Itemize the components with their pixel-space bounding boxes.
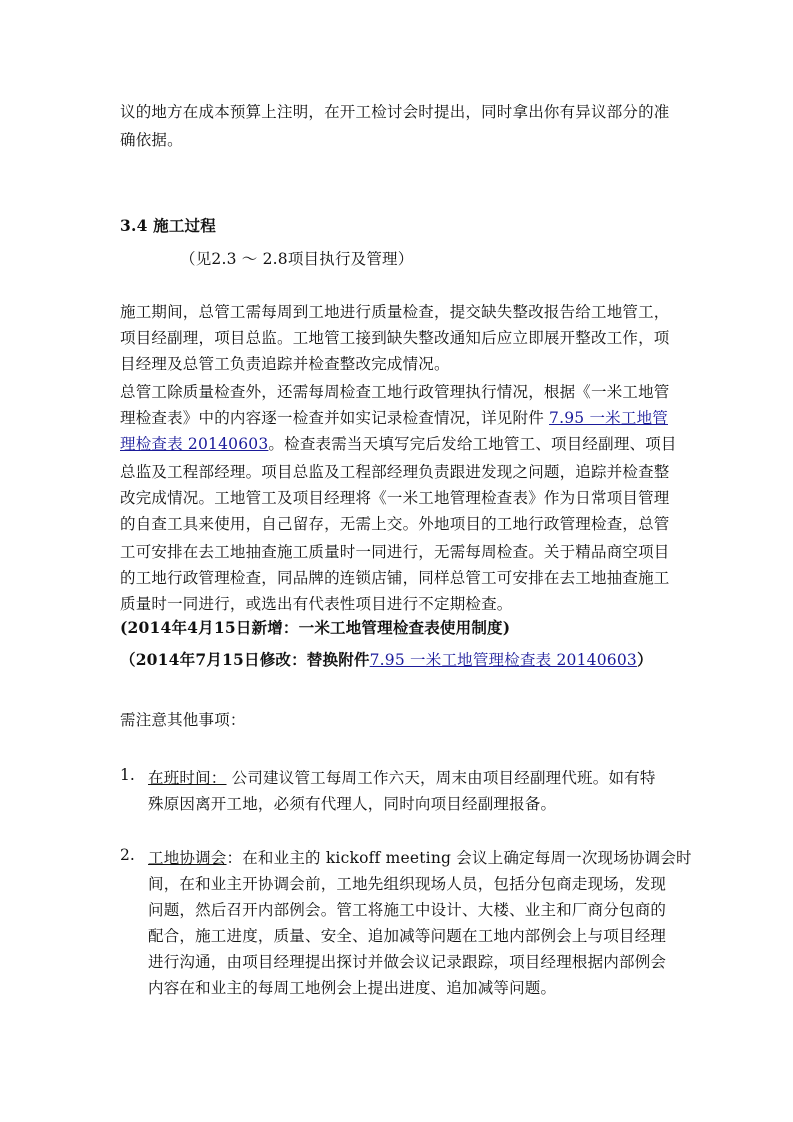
paragraph-line — [120, 406, 668, 428]
revision-note-modified — [120, 648, 653, 670]
revision-note-text: ） — [636, 650, 653, 669]
paragraph-line: 的自查工具来使用，自己留存，无需上交。外地项目的工地行政管理检查，总管 — [120, 515, 670, 533]
list-line: 问题，然后召开内部例会。管工将施工中设计、大楼、业主和厂商分包商的 — [148, 901, 667, 919]
other-notes-heading: 需注意其他事项： — [120, 711, 246, 729]
paragraph-line: 质量时一同进行，或选出有代表性项目进行不定期检查。 — [120, 595, 513, 613]
paragraph-line: 改完成情况。工地管工及项目经理将《一米工地管理检查表》作为日常项目管理 — [120, 489, 670, 507]
attachment-link[interactable]: 理检查表 20140603 — [120, 435, 269, 453]
paragraph-line: 总管工除质量检查外，还需每周检查工地行政管理执行情况，根据《一米工地管 — [120, 383, 670, 401]
list-number: 2. — [120, 846, 135, 864]
section-heading: 3.4 施工过程 — [120, 216, 216, 235]
list-line: 配合，施工进度，质量、安全、追加减等问题在工地内部例会上与项目经理 — [148, 927, 667, 945]
paragraph-text: 。检查表需当天填写完后发给工地管工、项目经副理、项目 — [268, 435, 677, 453]
item-text: 公司建议管工每周工作六天，周末由项目经副理代班。如有特 — [226, 769, 656, 787]
item-text: ：在和业主的 kickoff meeting 会议上确定每周一次现场协调会时 — [226, 849, 692, 867]
paragraph-line — [120, 432, 677, 454]
paragraph-line: 项目经副理，项目总监。工地管工接到缺失整改通知后应立即展开整改工作，项 — [120, 329, 670, 347]
section-reference: （见2.3 ～ 2.8项目执行及管理） — [180, 250, 414, 268]
intro-line: 议的地方在成本预算上注明，在开工检讨会时提出，同时拿出你有异议部分的准 — [120, 103, 670, 121]
paragraph-line: 施工期间，总管工需每周到工地进行质量检查，提交缺失整改报告给工地管工， — [120, 303, 670, 321]
list-line: 内容在和业主的每周工地例会上提出进度、追加减等问题。 — [148, 979, 557, 997]
item-title: 工地协调会 — [148, 849, 227, 867]
paragraph-line: 的工地行政管理检查，同品牌的连锁店铺，同样总管工可安排在去工地抽查施工 — [120, 569, 670, 587]
attachment-link[interactable]: 7.95 一米工地管 — [549, 409, 668, 427]
intro-line: 确依据。 — [120, 131, 183, 149]
revision-note-added: (2014年4月15日新增：一米工地管理检查表使用制度) — [120, 618, 511, 637]
paragraph-line: 目经理及总管工负责追踪并检查整改完成情况。 — [120, 355, 450, 373]
item-title: 在班时间： — [148, 769, 227, 787]
attachment-link[interactable]: 7.95 一米工地管理检查表 20140603 — [369, 651, 637, 669]
paragraph-line: 工可安排在去工地抽查施工质量时一同进行，无需每周检查。关于精品商空项目 — [120, 543, 670, 561]
list-number: 1. — [120, 766, 135, 784]
list-line: 间，在和业主开协调会前，工地先组织现场人员，包括分包商走现场，发现 — [148, 875, 667, 893]
paragraph-text: 理检查表》中的内容逐一检查并如实记录检查情况，详见附件 — [120, 409, 550, 427]
revision-note-text: （2014年7月15日修改：替换附件 — [120, 650, 370, 669]
list-line — [148, 846, 692, 868]
paragraph-line: 总监及工程部经理。项目总监及工程部经理负责跟进发现之问题，追踪并检查整 — [120, 463, 670, 481]
list-line: 进行沟通，由项目经理提出探讨并做会议记录跟踪，项目经理根据内部例会 — [148, 953, 667, 971]
list-line: 殊原因离开工地，必须有代理人，同时向项目经副理报备。 — [148, 795, 557, 813]
list-line — [148, 766, 656, 788]
